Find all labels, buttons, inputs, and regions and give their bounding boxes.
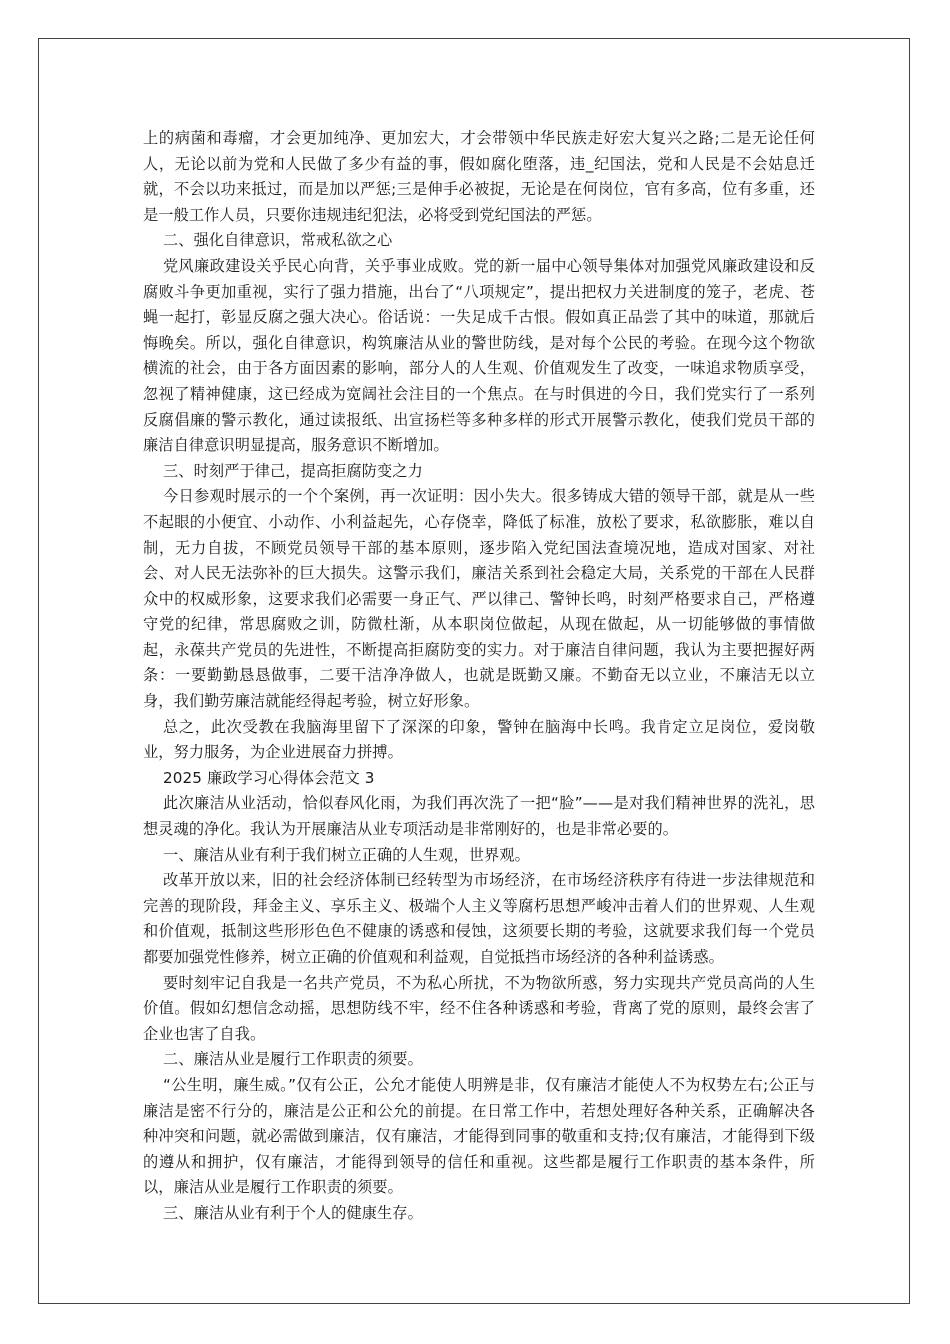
section-heading: 一、廉洁从业有利于我们树立正确的人生观，世界观。 [163, 845, 530, 864]
paragraph: 今日参观时展示的一个个案例，再一次证明：因小失大。很多铸成大错的领导干部，就是从一些不起眼的小便宜、小动作、小利益起先，心存侥幸，降低了标准，放松了要求，私欲膨胀，难以自制，无力自拔，不顾党员领导干部的基本原则，逐步陷入党纪国法查境况地，造成对国家、对社会、对人民无法弥补的巨大损失。这警示我们，廉洁关系到社会稳定大局，关系党的干部在人民群众中的权威形象，这要求我们必需要一身正气、严以律己、警钟长鸣，时刻严格要求自己，严格遵守党的纪律，常思腐败之训，防微杜渐，从本职岗位做起，从现在做起，从一切能够做的事情做起，永葆共产党员的先进性，不断提高拒腐防变的实力。对于廉洁自律问题，我认为主要把握好两条：一要勤勤恳恳做事，二要干洁净净做人，也就是既勤又廉。不勤奋无以立业，不廉洁无以立身，我们勤劳廉洁就能经得起考验，树立好形象。 [143, 487, 815, 711]
paragraph: 要时刻牢记自我是一名共产党员，不为私心所扰，不为物欲所惑，努力实现共产党员高尚的人生价值。假如幻想信念动摇，思想防线不牢，经不住各种诱惑和考验，背离了党的原则，最终会害了企业也害了自我。 [143, 973, 815, 1043]
paragraph: 党风廉政建设关乎民心向背，关乎事业成败。党的新一届中心领导集体对加强党风廉政建设和反腐败斗争更加重视，实行了强力措施，出台了“八项规定”，提出把权力关进制度的笼子，老虎、苍蝇一起打，彰显反腐之强大决心。俗话说：一失足成千古恨。假如真正品尝了其中的味道，那就后悔晚矣。所以，强化自律意识，构筑廉洁从业的警世防线，是对每个公民的考验。在现今这个物欲横流的社会，由于各方面因素的影响，部分人的人生观、价值观发生了改变，一味追求物质享受，忽视了精神健康，这已经成为宽阔社会注目的一个焦点。在与时俱进的今日，我们党实行了一系列反腐倡廉的警示教化，通过读报纸、出宣扬栏等多种多样的形式开展警示教化，使我们党员干部的廉洁自律意识明显提高，服务意识不断增加。 [143, 256, 815, 455]
paragraph: 此次廉洁从业活动，恰似春风化雨，为我们再次洗了一把“脸”——是对我们精神世界的洗礼，思想灵魂的净化。我认为开展廉洁从业专项活动是非常刚好的，也是非常必要的。 [143, 794, 815, 839]
section-heading: 三、时刻严于律己，提高拒腐防变之力 [163, 461, 423, 480]
paragraph: 总之，此次受教在我脑海里留下了深深的印象，警钟在脑海中长鸣。我肯定立足岗位，爱岗敬业，努力服务，为企业进展奋力拼搏。 [143, 717, 815, 762]
section-heading: 三、廉洁从业有利于个人的健康生存。 [163, 1203, 423, 1222]
section-heading: 二、强化自律意识，常戒私欲之心 [163, 231, 393, 250]
paragraph: 改革开放以来，旧的社会经济体制已经转型为市场经济，在市场经济秩序有待进一步法律规范和完善的现阶段，拜金主义、享乐主义、极端个人主义等腐朽思想严峻冲击着人们的世界观、人生观和价值观，抵制这些形形色色不健康的诱惑和侵蚀，这须要长期的考验，这就要求我们每一个党员都要加强党性修养，树立正确的价值观和利益观，自觉抵挡市场经济的各种利益诱惑。 [143, 871, 815, 966]
paragraph-continuation: 上的病菌和毒瘤，才会更加纯净、更加宏大，才会带领中华民族走好宏大复兴之路;二是无论任何人，无论以前为党和人民做了多少有益的事，假如腐化堕落，违_纪国法，党和人民是不会姑息迁就，不会以功来抵过，而是加以严惩;三是伸手必被捉，无论是在何岗位，官有多高，位有多重，还是一般工作人员，只要你违规违纪犯法，必将受到党纪国法的严惩。 [143, 129, 815, 224]
article-title: 2025 廉政学习心得体会范文 3 [163, 768, 375, 787]
paragraph: “公生明，廉生威。”仅有公正，公允才能使人明辨是非，仅有廉洁才能使人不为权势左右;公正与廉洁是密不行分的，廉洁是公正和公允的前提。在日常工作中，若想处理好各种关系，正确解决各种冲突和问题，就必需做到廉洁，仅有廉洁，才能得到同事的敬重和支持;仅有廉洁，才能得到下级的遵从和拥护，仅有廉洁，才能得到领导的信任和重视。这些都是履行工作职责的基本条件，所以，廉洁从业是履行工作职责的须要。 [143, 1075, 815, 1197]
document-body [143, 126, 815, 1227]
section-heading: 二、廉洁从业是履行工作职责的须要。 [163, 1050, 423, 1069]
